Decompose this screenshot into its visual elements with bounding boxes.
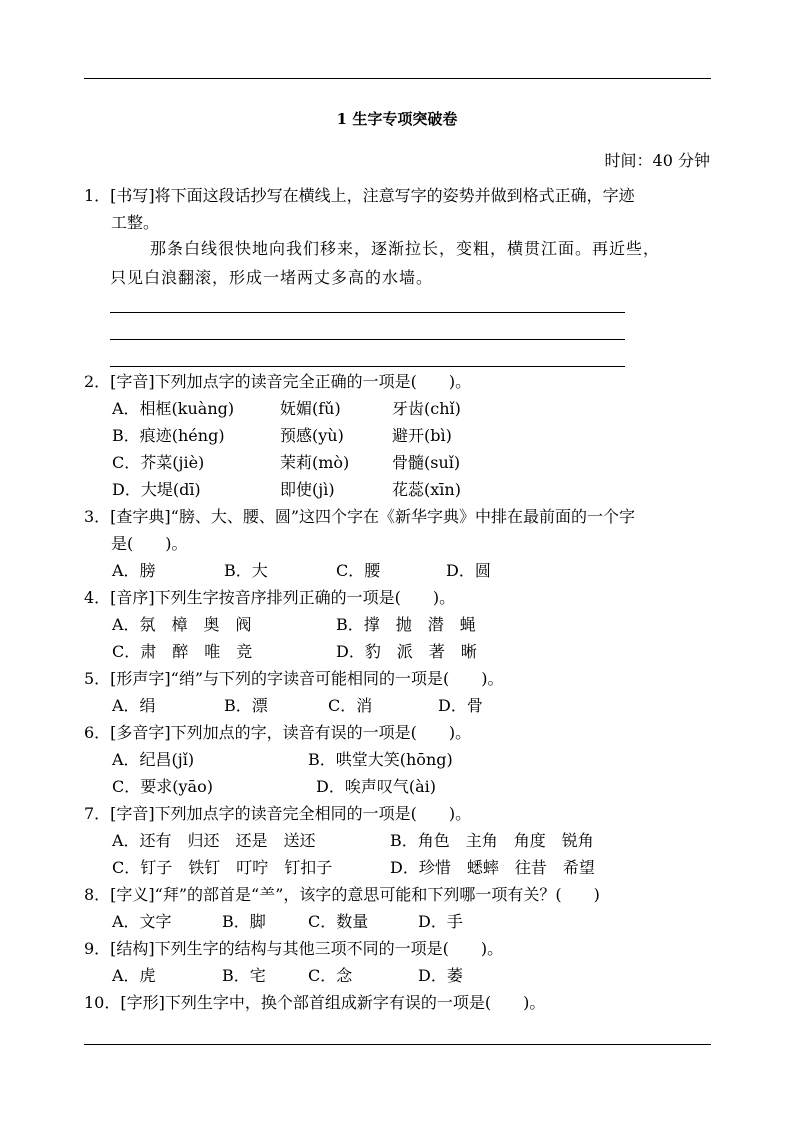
option-row xyxy=(112,395,512,422)
passage-line2: 只见白浪翻滚，形成一堵两丈多高的水墙。 xyxy=(110,268,434,287)
option-a[interactable]: A．纪昌(jǐ) xyxy=(112,750,195,769)
question-4-options xyxy=(112,611,512,665)
option-row xyxy=(112,692,512,719)
option-c[interactable]: C．念 xyxy=(308,966,353,985)
option-b[interactable]: B．撑 抛 潜 蝇 xyxy=(336,615,476,634)
option-d[interactable]: D．骨 xyxy=(438,696,483,715)
time-limit: 时间：40 分钟 xyxy=(604,151,710,170)
option-d[interactable]: D．萎 xyxy=(418,966,463,985)
option-row xyxy=(112,422,512,449)
option-a[interactable]: A．文字 xyxy=(112,912,172,931)
writing-line-2[interactable] xyxy=(110,339,625,340)
option-row xyxy=(112,611,512,638)
question-10-stem: 10．[字形]下列生字中，换个部首组成新字有误的一项是( )。 xyxy=(84,993,546,1012)
question-1 xyxy=(84,182,714,236)
header-rule xyxy=(84,78,711,79)
question-10 xyxy=(84,989,714,1016)
option-d[interactable]: D．大堤(dī) xyxy=(112,480,201,499)
option-c[interactable]: C．消 xyxy=(328,696,373,715)
option-b[interactable]: B．漂 xyxy=(224,696,268,715)
option-a[interactable]: A．膀 xyxy=(112,561,156,580)
option-d[interactable]: D．唉声叹气(ài) xyxy=(316,777,436,796)
question-9-stem: 9．[结构]下列生字的结构与其他三项不同的一项是( )。 xyxy=(84,939,504,958)
question-8-options xyxy=(112,908,512,935)
option-d[interactable]: D．珍惜 蟋蟀 往昔 希望 xyxy=(390,858,595,877)
option-row xyxy=(112,962,512,989)
option-c[interactable]: C．芥菜(jiè) xyxy=(112,453,205,472)
option-c[interactable]: C．数量 xyxy=(308,912,369,931)
option-row xyxy=(112,746,512,773)
question-5 xyxy=(84,665,714,692)
writing-line-1[interactable] xyxy=(110,312,625,313)
question-1-passage xyxy=(110,234,712,292)
question-2 xyxy=(84,368,714,395)
question-5-options xyxy=(112,692,512,719)
question-3-options xyxy=(112,557,512,584)
option-a[interactable]: A．氛 樟 奥 阀 xyxy=(112,615,252,634)
option-a[interactable]: A．相框(kuàng) xyxy=(112,399,235,418)
option-d[interactable]: D．圆 xyxy=(446,561,491,580)
question-9 xyxy=(84,935,714,962)
question-3-stem-line2: 是( )。 xyxy=(111,534,188,553)
option-b-word2: 预感(yù) xyxy=(280,426,344,445)
question-8 xyxy=(84,881,714,908)
question-5-stem: 5．[形声字]“绡”与下列的字读音可能相同的一项是( )。 xyxy=(84,669,504,688)
question-2-stem: 2．[字音]下列加点字的读音完全正确的一项是( )。 xyxy=(84,372,472,391)
option-row xyxy=(112,908,512,935)
question-7-options xyxy=(112,827,672,881)
option-d-word2: 即使(jì) xyxy=(280,480,335,499)
option-c[interactable]: C．腰 xyxy=(336,561,381,580)
question-3 xyxy=(84,503,714,557)
option-b[interactable]: B．痕迹(héng) xyxy=(112,426,225,445)
footer-rule xyxy=(84,1044,711,1045)
option-b[interactable]: B．哄堂大笑(hōng) xyxy=(308,750,453,769)
question-9-options xyxy=(112,962,512,989)
option-c-word3: 骨髓(suǐ) xyxy=(392,453,461,472)
option-row xyxy=(112,476,512,503)
option-row xyxy=(112,773,512,800)
question-4 xyxy=(84,584,714,611)
option-d[interactable]: D．手 xyxy=(418,912,463,931)
option-b[interactable]: B．角色 主角 角度 锐角 xyxy=(390,831,594,850)
option-c-word2: 茉莉(mò) xyxy=(280,453,350,472)
option-row xyxy=(112,638,512,665)
option-row xyxy=(112,827,672,854)
option-b[interactable]: B．大 xyxy=(224,561,268,580)
option-row xyxy=(112,854,672,881)
option-row xyxy=(112,557,512,584)
option-d[interactable]: D．豹 派 著 晰 xyxy=(336,642,477,661)
question-6 xyxy=(84,719,714,746)
writing-line-3[interactable] xyxy=(110,366,625,367)
option-a-word2: 妩媚(fǔ) xyxy=(280,399,341,418)
option-a-word3: 牙齿(chǐ) xyxy=(392,399,461,418)
option-a[interactable]: A．还有 归还 还是 送还 xyxy=(112,831,316,850)
option-b-word3: 避开(bì) xyxy=(392,426,452,445)
question-8-stem: 8．[字义]“拜”的部首是“⺷”，该字的意思可能和下列哪一项有关？( ) xyxy=(84,885,600,904)
option-b[interactable]: B．宅 xyxy=(222,966,266,985)
question-2-options xyxy=(112,395,512,503)
question-1-stem-line1: 1．[书写]将下面这段话抄写在横线上，注意写字的姿势并做到格式正确，字迹 xyxy=(84,186,635,205)
passage-line1: 那条白线很快地向我们移来，逐渐拉长，变粗，横贯江面。再近些， xyxy=(150,239,661,258)
question-7 xyxy=(84,800,714,827)
option-c[interactable]: C．肃 醉 唯 竞 xyxy=(112,642,253,661)
question-7-stem: 7．[字音]下列加点字的读音完全相同的一项是( )。 xyxy=(84,804,472,823)
page-title: 1 生字专项突破卷 xyxy=(336,110,458,128)
option-a[interactable]: A．虎 xyxy=(112,966,156,985)
option-c[interactable]: C．钉子 铁钉 叮咛 钉扣子 xyxy=(112,858,333,877)
option-c[interactable]: C．要求(yāo) xyxy=(112,777,213,796)
question-3-stem-line1: 3．[查字典]“膀、大、腰、圆”这四个字在《新华字典》中排在最前面的一个字 xyxy=(84,507,636,526)
question-4-stem: 4．[音序]下列生字按音序排列正确的一项是( )。 xyxy=(84,588,456,607)
option-a[interactable]: A．绢 xyxy=(112,696,156,715)
question-6-stem: 6．[多音字]下列加点的字，读音有误的一项是( )。 xyxy=(84,723,472,742)
question-6-options xyxy=(112,746,512,800)
question-1-stem-line2: 工整。 xyxy=(111,213,160,232)
option-row xyxy=(112,449,512,476)
option-d-word3: 花蕊(xīn) xyxy=(392,480,461,499)
option-b[interactable]: B．脚 xyxy=(222,912,266,931)
